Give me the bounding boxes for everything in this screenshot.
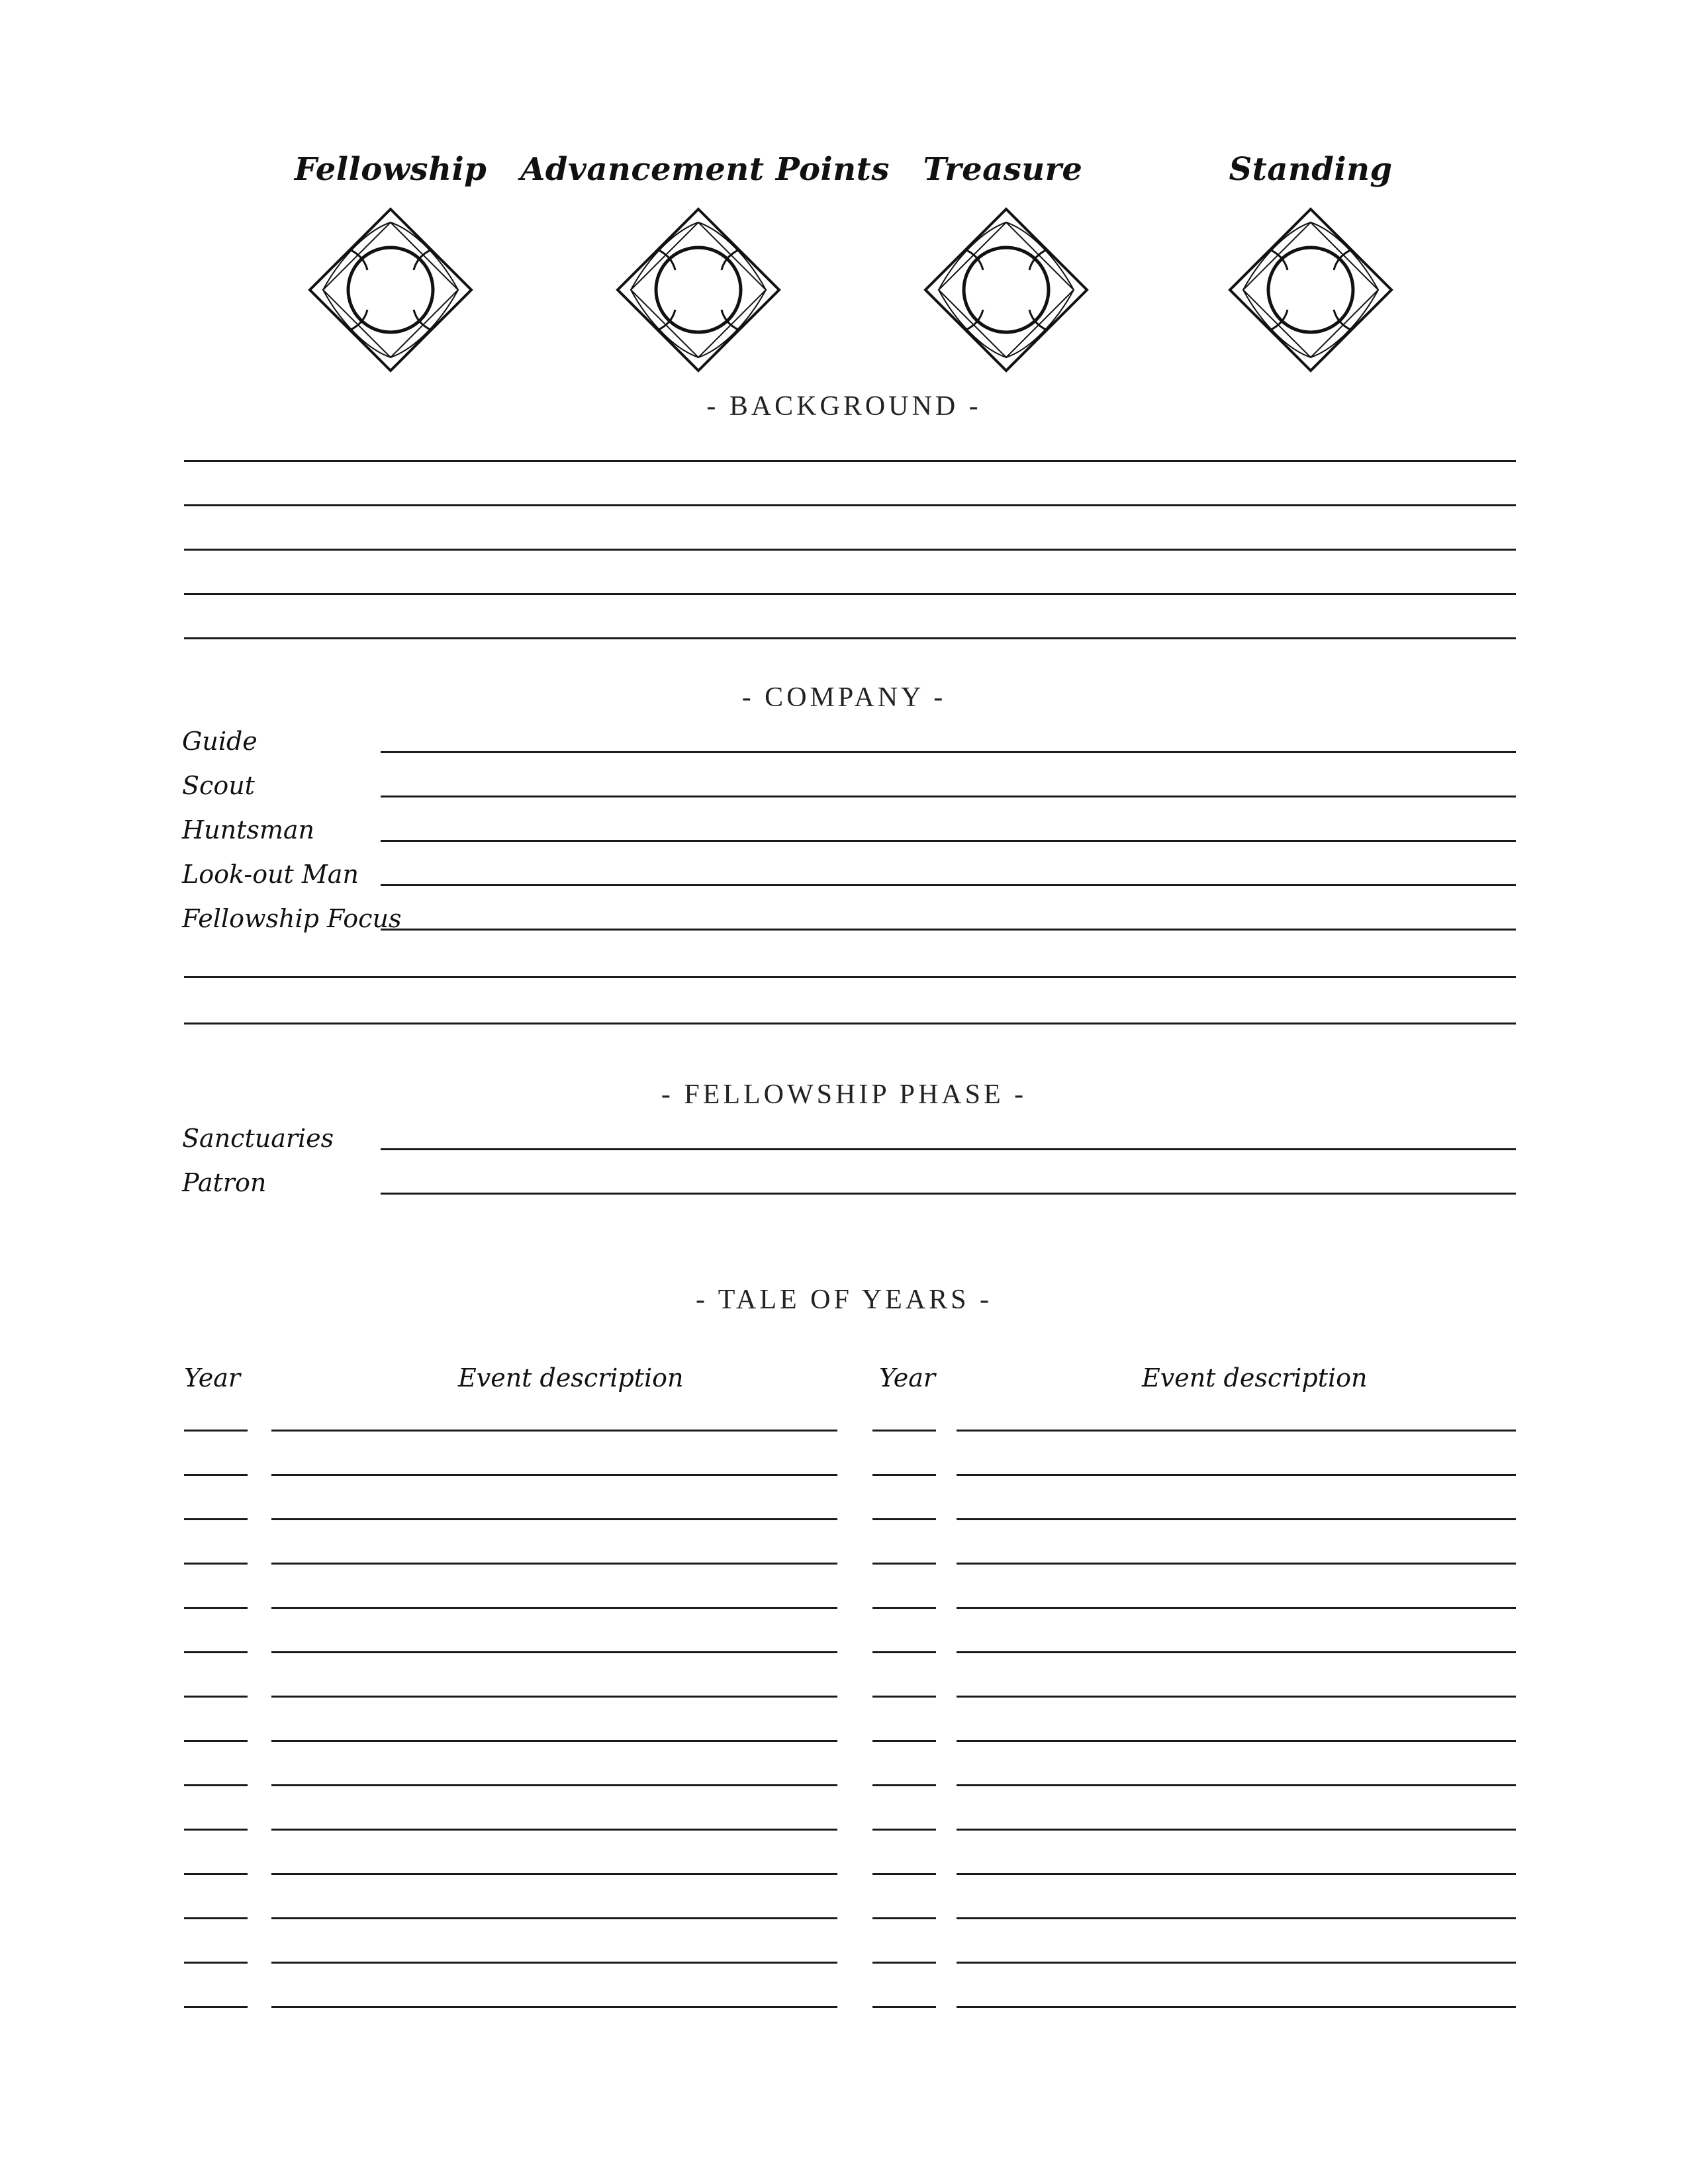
event-field-left[interactable] — [271, 1563, 837, 1565]
year-field-right[interactable] — [872, 1873, 936, 1875]
event-field-right[interactable] — [957, 1607, 1516, 1609]
tale-of-years-title: - TALE OF YEARS - — [696, 1285, 992, 1315]
year-field-left[interactable] — [184, 1696, 248, 1698]
guide-field[interactable] — [381, 751, 1516, 753]
fellowship-value-box[interactable] — [305, 204, 477, 376]
event-field-right[interactable] — [957, 1651, 1516, 1653]
advancement-points-value-box[interactable] — [612, 204, 784, 376]
year-field-right[interactable] — [872, 1474, 936, 1476]
year-field-right[interactable] — [872, 1784, 936, 1786]
event-header-left: Event description — [458, 1363, 684, 1392]
event-field-right[interactable] — [957, 1784, 1516, 1786]
huntsman-field[interactable] — [381, 840, 1516, 842]
background-title: - BACKGROUND - — [706, 391, 982, 422]
company-title: - COMPANY - — [741, 682, 947, 713]
year-header-left: Year — [184, 1363, 241, 1392]
year-field-right[interactable] — [872, 1917, 936, 1919]
company-label-guide: Guide — [182, 727, 258, 756]
sanctuaries-field[interactable] — [381, 1148, 1516, 1150]
event-field-left[interactable] — [271, 1651, 837, 1653]
standing-value-box[interactable] — [1225, 204, 1397, 376]
lookout-man-field[interactable] — [381, 884, 1516, 886]
year-field-left[interactable] — [184, 1873, 248, 1875]
year-field-left[interactable] — [184, 1430, 248, 1432]
year-field-left[interactable] — [184, 1740, 248, 1742]
year-field-right[interactable] — [872, 1740, 936, 1742]
company-label-scout: Scout — [182, 771, 255, 800]
company-label-fellowship-focus: Fellowship Focus — [182, 904, 402, 933]
stat-label-standing: Standing — [1229, 151, 1393, 188]
fellowship-label-patron: Patron — [182, 1168, 267, 1197]
event-field-left[interactable] — [271, 1740, 837, 1742]
event-field-left[interactable] — [271, 1696, 837, 1698]
event-field-left[interactable] — [271, 1873, 837, 1875]
company-label-lookout-man: Look-out Man — [182, 860, 359, 889]
event-field-left[interactable] — [271, 1784, 837, 1786]
year-field-left[interactable] — [184, 1651, 248, 1653]
year-field-left[interactable] — [184, 1563, 248, 1565]
event-field-right[interactable] — [957, 1518, 1516, 1520]
year-field-right[interactable] — [872, 1696, 936, 1698]
year-header-right: Year — [879, 1363, 936, 1392]
background-line[interactable] — [184, 549, 1516, 551]
fellowship-phase-title: - FELLOWSHIP PHASE - — [661, 1079, 1027, 1110]
year-field-left[interactable] — [184, 1917, 248, 1919]
event-field-right[interactable] — [957, 1740, 1516, 1742]
event-field-left[interactable] — [271, 1430, 837, 1432]
fellowship-focus-field[interactable] — [381, 929, 1516, 931]
background-line[interactable] — [184, 637, 1516, 639]
year-field-left[interactable] — [184, 1829, 248, 1831]
background-line[interactable] — [184, 504, 1516, 506]
company-extra-line[interactable] — [184, 1023, 1516, 1024]
year-field-right[interactable] — [872, 1829, 936, 1831]
year-field-right[interactable] — [872, 1563, 936, 1565]
event-field-right[interactable] — [957, 1696, 1516, 1698]
event-field-right[interactable] — [957, 1430, 1516, 1432]
event-field-left[interactable] — [271, 1474, 837, 1476]
year-field-left[interactable] — [184, 1474, 248, 1476]
year-field-right[interactable] — [872, 2006, 936, 2008]
year-field-left[interactable] — [184, 1518, 248, 1520]
scout-field[interactable] — [381, 796, 1516, 797]
event-field-left[interactable] — [271, 1829, 837, 1831]
year-field-right[interactable] — [872, 1962, 936, 1964]
event-field-right[interactable] — [957, 1873, 1516, 1875]
background-line[interactable] — [184, 593, 1516, 595]
treasure-value-box[interactable] — [920, 204, 1092, 376]
year-field-left[interactable] — [184, 1784, 248, 1786]
stat-label-fellowship: Fellowship — [294, 151, 487, 188]
year-field-right[interactable] — [872, 1430, 936, 1432]
event-field-right[interactable] — [957, 1474, 1516, 1476]
company-label-huntsman: Huntsman — [182, 815, 315, 844]
event-field-right[interactable] — [957, 1829, 1516, 1831]
year-field-left[interactable] — [184, 1962, 248, 1964]
year-field-right[interactable] — [872, 1651, 936, 1653]
stat-label-advancement-points: Advancement Points — [520, 151, 890, 188]
event-field-left[interactable] — [271, 1607, 837, 1609]
event-field-left[interactable] — [271, 1962, 837, 1964]
stat-label-treasure: Treasure — [923, 151, 1083, 188]
event-field-left[interactable] — [271, 2006, 837, 2008]
event-field-right[interactable] — [957, 2006, 1516, 2008]
company-extra-line[interactable] — [184, 976, 1516, 978]
background-line[interactable] — [184, 460, 1516, 462]
year-field-left[interactable] — [184, 2006, 248, 2008]
year-field-right[interactable] — [872, 1607, 936, 1609]
event-header-right: Event description — [1142, 1363, 1368, 1392]
year-field-left[interactable] — [184, 1607, 248, 1609]
fellowship-label-sanctuaries: Sanctuaries — [182, 1124, 334, 1153]
event-field-right[interactable] — [957, 1962, 1516, 1964]
event-field-left[interactable] — [271, 1917, 837, 1919]
year-field-right[interactable] — [872, 1518, 936, 1520]
patron-field[interactable] — [381, 1193, 1516, 1195]
event-field-right[interactable] — [957, 1917, 1516, 1919]
event-field-left[interactable] — [271, 1518, 837, 1520]
event-field-right[interactable] — [957, 1563, 1516, 1565]
